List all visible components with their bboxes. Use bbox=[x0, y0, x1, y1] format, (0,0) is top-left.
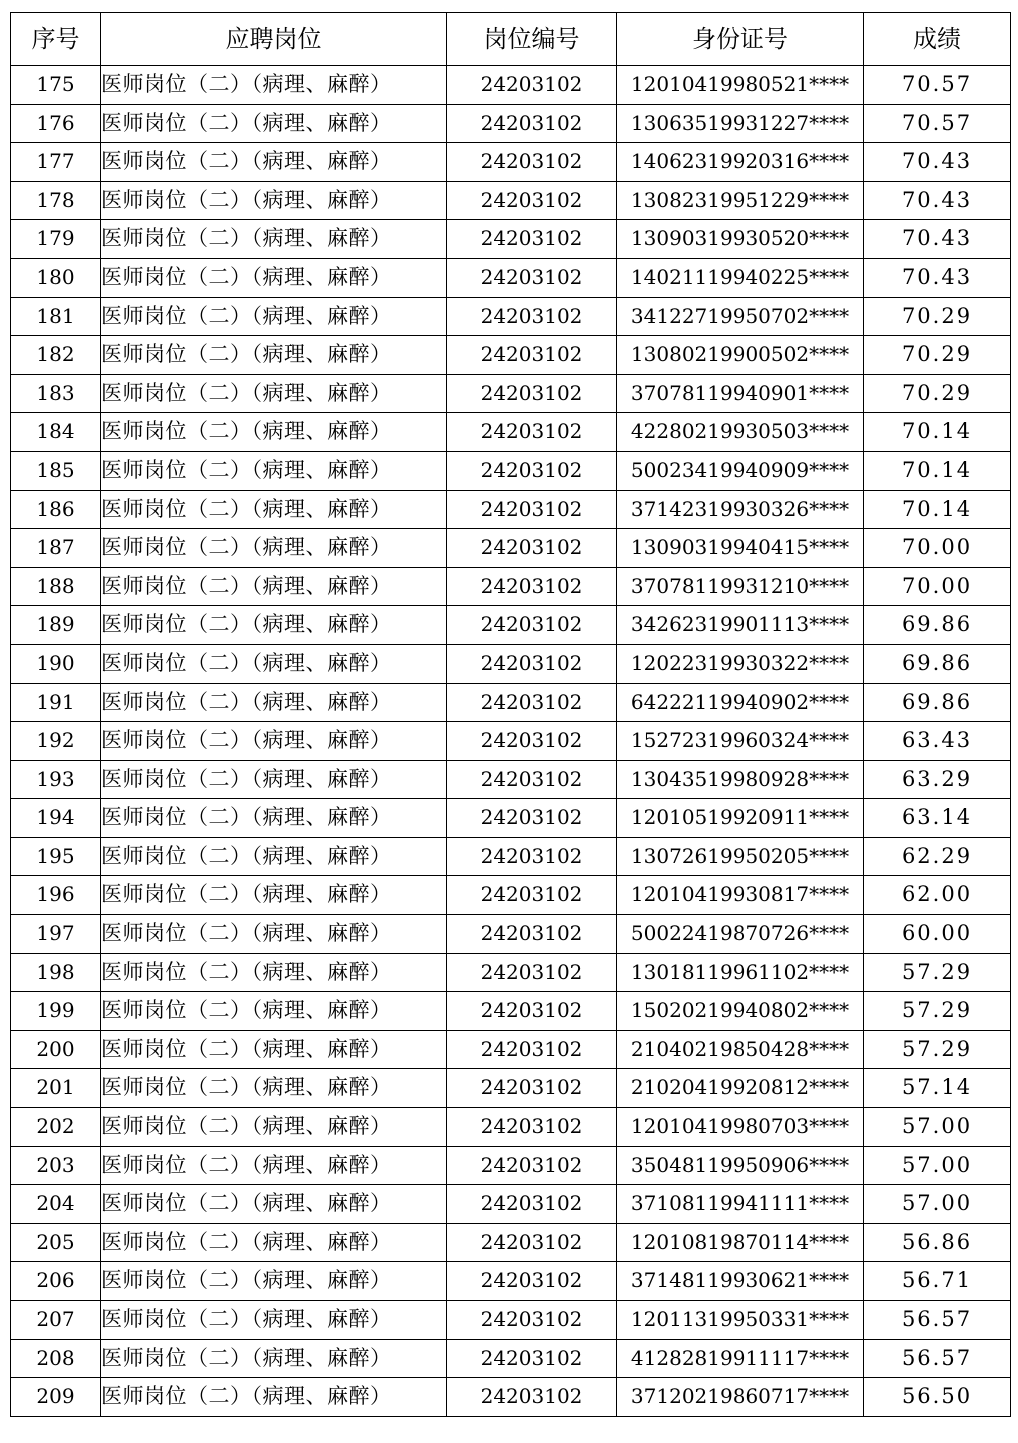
post-name: 医师岗位（二）（病理、麻醉） bbox=[101, 1301, 447, 1340]
id-number: 50023419940909**** bbox=[617, 451, 864, 490]
post-code: 24203102 bbox=[447, 915, 617, 954]
id-number: 42280219930503**** bbox=[617, 413, 864, 452]
table-row bbox=[11, 1185, 1011, 1224]
row-number: 208 bbox=[11, 1339, 101, 1378]
score: 63.43 bbox=[864, 722, 1011, 761]
post-name: 医师岗位（二）（病理、麻醉） bbox=[101, 220, 447, 259]
score: 57.29 bbox=[864, 953, 1011, 992]
row-number: 201 bbox=[11, 1069, 101, 1108]
table-row bbox=[11, 683, 1011, 722]
id-number: 64222119940902**** bbox=[617, 683, 864, 722]
post-code: 24203102 bbox=[447, 953, 617, 992]
id-number: 41282819911117**** bbox=[617, 1339, 864, 1378]
post-code: 24203102 bbox=[447, 413, 617, 452]
post-name: 医师岗位（二）（病理、麻醉） bbox=[101, 683, 447, 722]
header-id-number: 身份证号 bbox=[617, 13, 864, 66]
header-no: 序号 bbox=[11, 13, 101, 66]
post-code: 24203102 bbox=[447, 66, 617, 105]
post-code: 24203102 bbox=[447, 220, 617, 259]
score: 70.29 bbox=[864, 297, 1011, 336]
score: 70.14 bbox=[864, 451, 1011, 490]
table-row bbox=[11, 992, 1011, 1031]
score: 62.00 bbox=[864, 876, 1011, 915]
table-row bbox=[11, 1378, 1011, 1417]
id-number: 34262319901113**** bbox=[617, 606, 864, 645]
row-number: 207 bbox=[11, 1301, 101, 1340]
post-name: 医师岗位（二）（病理、麻醉） bbox=[101, 529, 447, 568]
id-number: 14062319920316**** bbox=[617, 143, 864, 182]
post-code: 24203102 bbox=[447, 1339, 617, 1378]
post-name: 医师岗位（二）（病理、麻醉） bbox=[101, 258, 447, 297]
score: 56.57 bbox=[864, 1339, 1011, 1378]
id-number: 21020419920812**** bbox=[617, 1069, 864, 1108]
score: 69.86 bbox=[864, 644, 1011, 683]
post-code: 24203102 bbox=[447, 297, 617, 336]
score: 57.29 bbox=[864, 992, 1011, 1031]
post-code: 24203102 bbox=[447, 722, 617, 761]
table-row bbox=[11, 567, 1011, 606]
post-name: 医师岗位（二）（病理、麻醉） bbox=[101, 374, 447, 413]
id-number: 37120219860717**** bbox=[617, 1378, 864, 1417]
row-number: 196 bbox=[11, 876, 101, 915]
row-number: 206 bbox=[11, 1262, 101, 1301]
id-number: 13018119961102**** bbox=[617, 953, 864, 992]
table-row bbox=[11, 374, 1011, 413]
post-code: 24203102 bbox=[447, 490, 617, 529]
score: 69.86 bbox=[864, 606, 1011, 645]
post-code: 24203102 bbox=[447, 567, 617, 606]
row-number: 192 bbox=[11, 722, 101, 761]
post-code: 24203102 bbox=[447, 1069, 617, 1108]
header-post: 应聘岗位 bbox=[101, 13, 447, 66]
row-number: 199 bbox=[11, 992, 101, 1031]
post-code: 24203102 bbox=[447, 529, 617, 568]
table-row bbox=[11, 181, 1011, 220]
post-name: 医师岗位（二）（病理、麻醉） bbox=[101, 876, 447, 915]
row-number: 202 bbox=[11, 1108, 101, 1147]
score: 56.71 bbox=[864, 1262, 1011, 1301]
table-row bbox=[11, 1223, 1011, 1262]
post-name: 医师岗位（二）（病理、麻醉） bbox=[101, 1030, 447, 1069]
score: 70.43 bbox=[864, 258, 1011, 297]
post-name: 医师岗位（二）（病理、麻醉） bbox=[101, 1223, 447, 1262]
id-number: 12010419980521**** bbox=[617, 66, 864, 105]
table-row bbox=[11, 953, 1011, 992]
score: 70.14 bbox=[864, 413, 1011, 452]
id-number: 37108119941111**** bbox=[617, 1185, 864, 1224]
post-code: 24203102 bbox=[447, 451, 617, 490]
post-code: 24203102 bbox=[447, 1262, 617, 1301]
row-number: 195 bbox=[11, 837, 101, 876]
id-number: 13090319930520**** bbox=[617, 220, 864, 259]
row-number: 176 bbox=[11, 104, 101, 143]
score: 70.43 bbox=[864, 143, 1011, 182]
table-row bbox=[11, 529, 1011, 568]
post-code: 24203102 bbox=[447, 181, 617, 220]
row-number: 198 bbox=[11, 953, 101, 992]
id-number: 50022419870726**** bbox=[617, 915, 864, 954]
post-code: 24203102 bbox=[447, 992, 617, 1031]
table-row bbox=[11, 760, 1011, 799]
score: 70.29 bbox=[864, 336, 1011, 375]
post-name: 医师岗位（二）（病理、麻醉） bbox=[101, 1185, 447, 1224]
row-number: 182 bbox=[11, 336, 101, 375]
table-row bbox=[11, 722, 1011, 761]
post-name: 医师岗位（二）（病理、麻醉） bbox=[101, 1146, 447, 1185]
score: 70.43 bbox=[864, 220, 1011, 259]
row-number: 184 bbox=[11, 413, 101, 452]
post-name: 医师岗位（二）（病理、麻醉） bbox=[101, 606, 447, 645]
score: 70.14 bbox=[864, 490, 1011, 529]
table-row bbox=[11, 644, 1011, 683]
post-code: 24203102 bbox=[447, 644, 617, 683]
post-code: 24203102 bbox=[447, 606, 617, 645]
post-name: 医师岗位（二）（病理、麻醉） bbox=[101, 1108, 447, 1147]
post-name: 医师岗位（二）（病理、麻醉） bbox=[101, 413, 447, 452]
post-code: 24203102 bbox=[447, 1146, 617, 1185]
id-number: 13082319951229**** bbox=[617, 181, 864, 220]
table-row bbox=[11, 104, 1011, 143]
table-row bbox=[11, 876, 1011, 915]
score: 63.29 bbox=[864, 760, 1011, 799]
post-code: 24203102 bbox=[447, 1030, 617, 1069]
id-number: 15272319960324**** bbox=[617, 722, 864, 761]
row-number: 188 bbox=[11, 567, 101, 606]
post-name: 医师岗位（二）（病理、麻醉） bbox=[101, 104, 447, 143]
row-number: 180 bbox=[11, 258, 101, 297]
post-code: 24203102 bbox=[447, 258, 617, 297]
post-code: 24203102 bbox=[447, 837, 617, 876]
row-number: 204 bbox=[11, 1185, 101, 1224]
id-number: 37078119940901**** bbox=[617, 374, 864, 413]
post-code: 24203102 bbox=[447, 1223, 617, 1262]
row-number: 190 bbox=[11, 644, 101, 683]
post-code: 24203102 bbox=[447, 104, 617, 143]
table-row bbox=[11, 413, 1011, 452]
row-number: 186 bbox=[11, 490, 101, 529]
post-name: 医师岗位（二）（病理、麻醉） bbox=[101, 760, 447, 799]
row-number: 193 bbox=[11, 760, 101, 799]
post-name: 医师岗位（二）（病理、麻醉） bbox=[101, 451, 447, 490]
table-row bbox=[11, 258, 1011, 297]
score: 63.14 bbox=[864, 799, 1011, 838]
header-post-code: 岗位编号 bbox=[447, 13, 617, 66]
table-row bbox=[11, 837, 1011, 876]
table-row bbox=[11, 1069, 1011, 1108]
table-row bbox=[11, 1301, 1011, 1340]
post-code: 24203102 bbox=[447, 374, 617, 413]
table-row bbox=[11, 1108, 1011, 1147]
score: 70.29 bbox=[864, 374, 1011, 413]
table-row bbox=[11, 451, 1011, 490]
score: 56.57 bbox=[864, 1301, 1011, 1340]
id-number: 12010819870114**** bbox=[617, 1223, 864, 1262]
header-row bbox=[11, 13, 1011, 66]
id-number: 12022319930322**** bbox=[617, 644, 864, 683]
post-name: 医师岗位（二）（病理、麻醉） bbox=[101, 181, 447, 220]
table-row bbox=[11, 66, 1011, 105]
score: 69.86 bbox=[864, 683, 1011, 722]
score: 57.00 bbox=[864, 1146, 1011, 1185]
table-body bbox=[11, 66, 1011, 1417]
id-number: 34122719950702**** bbox=[617, 297, 864, 336]
id-number: 13063519931227**** bbox=[617, 104, 864, 143]
score: 70.43 bbox=[864, 181, 1011, 220]
post-name: 医师岗位（二）（病理、麻醉） bbox=[101, 66, 447, 105]
id-number: 12010519920911**** bbox=[617, 799, 864, 838]
score: 60.00 bbox=[864, 915, 1011, 954]
post-code: 24203102 bbox=[447, 336, 617, 375]
post-code: 24203102 bbox=[447, 799, 617, 838]
row-number: 203 bbox=[11, 1146, 101, 1185]
post-code: 24203102 bbox=[447, 1378, 617, 1417]
post-code: 24203102 bbox=[447, 1185, 617, 1224]
post-code: 24203102 bbox=[447, 876, 617, 915]
id-number: 37142319930326**** bbox=[617, 490, 864, 529]
post-name: 医师岗位（二）（病理、麻醉） bbox=[101, 1262, 447, 1301]
post-name: 医师岗位（二）（病理、麻醉） bbox=[101, 1339, 447, 1378]
table-row bbox=[11, 336, 1011, 375]
row-number: 179 bbox=[11, 220, 101, 259]
score: 57.14 bbox=[864, 1069, 1011, 1108]
post-name: 医师岗位（二）（病理、麻醉） bbox=[101, 837, 447, 876]
id-number: 21040219850428**** bbox=[617, 1030, 864, 1069]
row-number: 178 bbox=[11, 181, 101, 220]
id-number: 14021119940225**** bbox=[617, 258, 864, 297]
post-name: 医师岗位（二）（病理、麻醉） bbox=[101, 1378, 447, 1417]
row-number: 197 bbox=[11, 915, 101, 954]
table-row bbox=[11, 297, 1011, 336]
row-number: 187 bbox=[11, 529, 101, 568]
id-number: 13090319940415**** bbox=[617, 529, 864, 568]
post-name: 医师岗位（二）（病理、麻醉） bbox=[101, 336, 447, 375]
post-name: 医师岗位（二）（病理、麻醉） bbox=[101, 953, 447, 992]
table-row bbox=[11, 1146, 1011, 1185]
score-table bbox=[10, 12, 1011, 1417]
post-name: 医师岗位（二）（病理、麻醉） bbox=[101, 915, 447, 954]
id-number: 15020219940802**** bbox=[617, 992, 864, 1031]
table-header bbox=[11, 13, 1011, 66]
table-row bbox=[11, 606, 1011, 645]
row-number: 183 bbox=[11, 374, 101, 413]
score: 62.29 bbox=[864, 837, 1011, 876]
score: 56.50 bbox=[864, 1378, 1011, 1417]
row-number: 175 bbox=[11, 66, 101, 105]
post-name: 医师岗位（二）（病理、麻醉） bbox=[101, 143, 447, 182]
score: 70.57 bbox=[864, 66, 1011, 105]
id-number: 37148119930621**** bbox=[617, 1262, 864, 1301]
table-row bbox=[11, 1339, 1011, 1378]
score: 70.00 bbox=[864, 529, 1011, 568]
post-code: 24203102 bbox=[447, 683, 617, 722]
row-number: 194 bbox=[11, 799, 101, 838]
table-row bbox=[11, 490, 1011, 529]
score: 57.00 bbox=[864, 1108, 1011, 1147]
id-number: 12010419930817**** bbox=[617, 876, 864, 915]
row-number: 205 bbox=[11, 1223, 101, 1262]
post-code: 24203102 bbox=[447, 1301, 617, 1340]
score: 56.86 bbox=[864, 1223, 1011, 1262]
id-number: 35048119950906**** bbox=[617, 1146, 864, 1185]
id-number: 13072619950205**** bbox=[617, 837, 864, 876]
table-row bbox=[11, 143, 1011, 182]
post-name: 医师岗位（二）（病理、麻醉） bbox=[101, 799, 447, 838]
id-number: 12010419980703**** bbox=[617, 1108, 864, 1147]
post-code: 24203102 bbox=[447, 760, 617, 799]
row-number: 177 bbox=[11, 143, 101, 182]
row-number: 181 bbox=[11, 297, 101, 336]
row-number: 209 bbox=[11, 1378, 101, 1417]
id-number: 12011319950331**** bbox=[617, 1301, 864, 1340]
table-row bbox=[11, 1262, 1011, 1301]
id-number: 13080219900502**** bbox=[617, 336, 864, 375]
row-number: 189 bbox=[11, 606, 101, 645]
score: 57.00 bbox=[864, 1185, 1011, 1224]
table-row bbox=[11, 915, 1011, 954]
score: 70.00 bbox=[864, 567, 1011, 606]
post-code: 24203102 bbox=[447, 1108, 617, 1147]
post-code: 24203102 bbox=[447, 143, 617, 182]
post-name: 医师岗位（二）（病理、麻醉） bbox=[101, 722, 447, 761]
table-row bbox=[11, 1030, 1011, 1069]
table-row bbox=[11, 220, 1011, 259]
id-number: 37078119931210**** bbox=[617, 567, 864, 606]
score: 70.57 bbox=[864, 104, 1011, 143]
row-number: 191 bbox=[11, 683, 101, 722]
row-number: 185 bbox=[11, 451, 101, 490]
post-name: 医师岗位（二）（病理、麻醉） bbox=[101, 490, 447, 529]
id-number: 13043519980928**** bbox=[617, 760, 864, 799]
row-number: 200 bbox=[11, 1030, 101, 1069]
table-row bbox=[11, 799, 1011, 838]
score: 57.29 bbox=[864, 1030, 1011, 1069]
post-name: 医师岗位（二）（病理、麻醉） bbox=[101, 297, 447, 336]
post-name: 医师岗位（二）（病理、麻醉） bbox=[101, 1069, 447, 1108]
post-name: 医师岗位（二）（病理、麻醉） bbox=[101, 567, 447, 606]
header-score: 成绩 bbox=[864, 13, 1011, 66]
post-name: 医师岗位（二）（病理、麻醉） bbox=[101, 644, 447, 683]
post-name: 医师岗位（二）（病理、麻醉） bbox=[101, 992, 447, 1031]
